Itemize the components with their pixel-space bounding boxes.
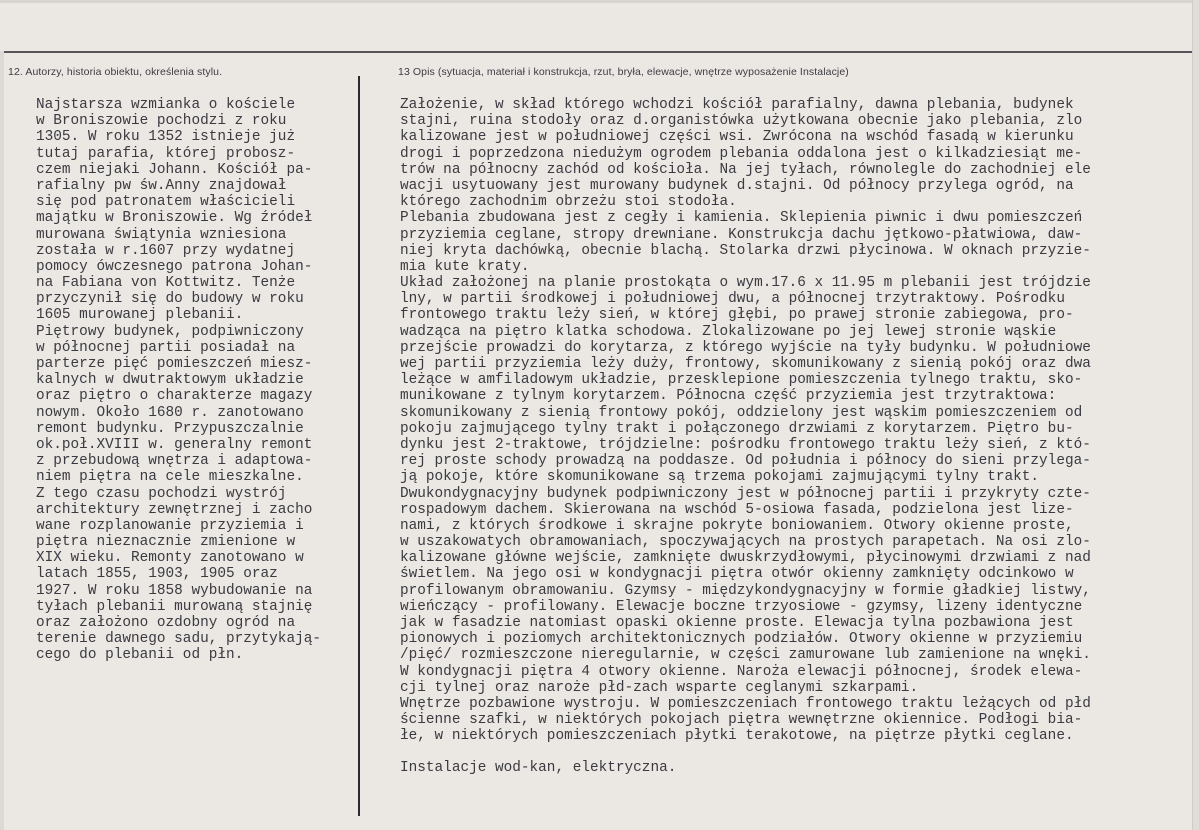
history-line: czem niejaki Johann. Kościół pa- [36,161,313,178]
history-line: remont budynku. Przypuszczalnie [36,420,304,437]
description-line: skomunikowany z sienią frontowy pokój, oddzielony jest wąskim pomieszczeniem od [400,404,1083,421]
description-line: Układ założonej na planie prostokąta o wym.17.6 x 11.95 m plebanii jest trójdzie [400,275,1091,292]
history-line: niem piętra na cele mieszkalne. [36,469,304,486]
description-line: ją pokoje, które skomunikowane są trzema pokojami zajmującymi tylny trakt. [400,469,1040,486]
history-line: oraz piętro o charakterze magazy [36,388,313,405]
description-line: przejście prowadzi do korytarza, z którego wyjście na tyły budynku. W południowe [400,339,1091,356]
header-rule [0,51,1199,53]
history-line: murowana świątynia wzniesiona [36,226,287,243]
history-line: na Fabiana von Kottwitz. Tenże [36,275,296,292]
description-line: dynku jest 2-traktowe, trójdzielne: pośrodku frontowego traktu leży sień, z któ- [400,436,1091,453]
description-line: Plebania zbudowana jest z cegły i kamienia. Sklepienia piwnic i dwu pomieszczeń [400,210,1083,227]
history-line: kalnych w dwutraktowym układzie [36,372,304,389]
description-line: trów na północny zachód od kościoła. Na jej tyłach, równolegle do zachodniej ele [400,161,1091,178]
description-line: jak w fasadzie natomiast opaski okienne proste. Elewacja tylna pozbawiona jest [400,615,1074,631]
history-line: Najstarsza wzmianka o kościele [36,97,296,113]
description-text [400,97,1193,745]
description-line: stajni, ruina stodoły oraz d.organistówka użytkowana obecnie jako plebania, zlo [400,113,1083,130]
left-edge [0,51,4,830]
description-line: leżące w amfiladowym układzie, przesklepione pomieszczenia tylnego traktu, sko- [400,372,1083,389]
description-line: wadząca na piętro klatka schodowa. Zlokalizowane po jej lewej stronie wąskie [400,323,1057,340]
history-line: XIX wieku. Remonty zanotowano w [36,550,304,567]
history-line: została w r.1607 przy wydatnej [36,242,296,259]
description-line: Dwukondygnacyjny budynek podpiwniczony jest w północnej partii i przykryty czte- [400,485,1091,502]
description-line: Wnętrze pozbawione wystroju. W pomieszczeniach frontowego traktu leżących od płd [400,695,1091,712]
description-line: rospadowym dachem. Skierowana na wschód 5-osiowa fasada, podzielona jest lize- [400,501,1074,518]
history-line: się pod patronatem właścicieli [36,194,296,211]
history-line: tyłach plebanii murowaną stajnię [36,598,313,615]
history-line: ok.poł.XVIII w. generalny remont [36,436,313,453]
history-line: piętra nieznacznie zmienione w [36,534,296,551]
history-text [36,97,354,664]
description-line: ścienne szafki, w niektórych pokojach piętra wewnętrzne okiennice. Podłogi bia- [400,712,1083,729]
installations-line: Instalacje wod-kan, elektryczna. [400,760,677,776]
description-line: niej kryta dachówką, obecnie blachą. Stolarka drzwi płycinowa. W oknach przyzie- [400,242,1091,259]
description-line: przyziemia ceglane, stropy drewniane. Konstrukcja dachu jętkowo-płatwiowa, daw- [400,226,1083,243]
history-line: w północnej partii posiadał na [36,339,296,356]
history-line: tutaj parafia, której probosz- [36,145,296,162]
description-line: którego zachodnim obrzeżu stoi stodoła. [400,194,737,211]
description-line: pionowych i poziomych architektonicznych podziałów. Otwory okienne w przyziemiu [400,631,1083,648]
description-line: munikowane z tylnym korytarzem. Północna część przyziemia jest trzytraktowa: [400,388,1057,405]
history-line: pomocy ówczesnego patrona Johan- [36,258,313,275]
section-12-header: 12. Autorzy, historia obiektu, określenia stylu. [8,66,223,78]
description-line: mia kute kraty. [400,258,530,275]
description-line: lny, w partii środkowej i południowej dwu, a północnej trzytraktowy. Pośrodku [400,291,1065,308]
history-line: parterze pięć pomieszczeń miesz- [36,356,313,372]
description-line: nami, z których środkowe i skrajne pokryte boniowaniem. Otwory okienne proste, [400,517,1074,534]
description-line: W kondygnacji piętra 4 otwory okienne. Naroża elewacji północnej, środek elewa- [400,663,1083,680]
history-line: przyczynił się do budowy w roku [36,291,304,308]
description-line: pokoju zajmującego tylny trakt i połączonego drzwiami z korytarzem. Piętro bu- [400,420,1074,437]
description-line: wieńczący - profilowany. Elewacje boczne trzyosiowe - gzymsy, lizeny identyczne [400,598,1083,615]
description-line: /pięć/ rozmieszczone nieregularnie, w części zamurowane lub zamienione na wnęki. [400,647,1091,664]
description-line: profilowanym obramowaniu. Gzymsy - międzykondygnacyjny w formie gładkiej listwy, [400,582,1091,599]
history-line: latach 1855, 1903, 1905 oraz [36,566,278,583]
history-line: cego do plebanii od płn. [36,647,244,664]
history-line: 1305. W roku 1352 istnieje już [36,129,296,146]
history-line: nowym. Około 1680 r. zanotowano [36,404,304,421]
history-line: Z tego czasu pochodzi wystrój [36,485,287,502]
history-line: architektury zewnętrznej i zacho [36,501,313,518]
history-line: w Broniszowie pochodzi z roku [36,113,287,130]
description-line: drogi i poprzedzona niedużym ogrodem plebania oddalona jest o kilkadziesiąt me- [400,145,1083,162]
description-line: kalizowane jest w południowej części wsi. Zwrócona na wschód fasadą w kierunku [400,129,1074,146]
description-line: Założenie, w skład którego wchodzi kościół parafialny, dawna plebania, budynek [400,97,1074,113]
description-line: łe, w niektórych pomieszczeniach płytki terakotowe, na piętrze płytki ceglane. [400,728,1074,745]
right-edge [1192,0,1199,830]
description-line: wej partii przyziemia leży duży, frontowy, skomunikowany z sienią pokój oraz dwa [400,356,1091,372]
history-line: majątku w Broniszowie. Wg źródeł [36,210,313,227]
description-line: kalizowane główne wejście, zamknięte dwuskrzydłowymi, płycinowymi drzwiami z nad [400,550,1091,567]
description-line: świetlem. Na jego osi w kondygnacji piętra otwór okienny zamknięty odcinkowo w [400,566,1074,583]
history-line: rafialny pw św.Anny znajdował [36,177,287,194]
description-line: cji tylnej oraz naroże płd-zach wsparte ceglanymi szkarpami. [400,679,919,696]
top-edge [0,0,1199,3]
history-line: wane rozplanowanie przyziemia i [36,517,304,534]
history-line: oraz założono ozdobny ogród na [36,615,296,631]
history-line: 1927. W roku 1858 wybudowanie na [36,582,313,599]
description-line: frontowego traktu leży sień, w której głębi, po prawej stronie zabiegowa, pro- [400,307,1074,324]
history-line: Piętrowy budynek, podpiwniczony [36,323,304,340]
history-line: 1605 murowanej plebanii. [36,307,244,324]
description-line: wacji usytuowany jest murowany budynek d.stajni. Od północy przylega ogród, na [400,177,1074,194]
description-line: w uszakowatych obramowaniach, spoczywających na prostych parapetach. Na osi zlo- [400,534,1091,551]
column-divider [358,76,360,816]
section-13-header: 13 Opis (sytuacja, materiał i konstrukcja, rzut, bryła, elewacje, wnętrze wyposażenie Instalacje) [398,66,849,78]
description-line: rej proste schody prowadzą na poddasze. Od południa i północy do sieni przylega- [400,453,1091,470]
history-line: terenie dawnego sadu, przytykają- [36,631,321,648]
history-line: z przebudową wnętrza i adaptowa- [36,453,313,470]
